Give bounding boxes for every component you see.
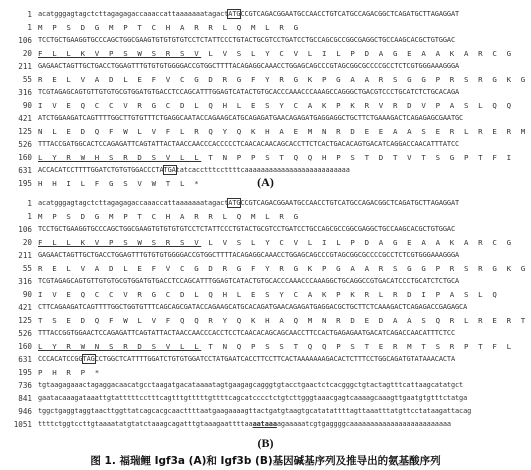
amino-acid-sequence xyxy=(38,210,301,223)
amino-acid-row xyxy=(0,314,531,327)
nucleotide-row xyxy=(0,392,531,405)
position-number: 125 xyxy=(18,127,32,136)
nucleotide-row xyxy=(0,112,531,125)
codon-box: ATG xyxy=(228,10,241,18)
amino-acid-row xyxy=(0,151,531,164)
codon-box: ATG xyxy=(228,199,241,207)
underlined-segment: L Y R W H S R D S V L L xyxy=(38,153,202,162)
sequence-segment: acatgggagtagctcttagagagaccaaaccattaaaaaaatagact xyxy=(38,199,229,207)
position-number: 211 xyxy=(18,251,32,260)
sequence-segment: T N P P S T Q Q H P S T D T V T S G P T F I xyxy=(201,153,514,162)
nucleotide-row xyxy=(0,197,531,210)
figure-caption: 图 1. 福瑞鲤 Igf3a (A)和 Igf3b (B)基因碱基序列及推导出的氨基酸序列 xyxy=(90,455,441,467)
sequence-segment: L V S L Y C V L I L P D A G E A A K A R C G xyxy=(201,49,514,58)
amino-acid-sequence xyxy=(38,47,514,60)
position-number: 90 xyxy=(22,101,32,110)
nucleotide-sequence xyxy=(38,405,471,418)
amino-acid-sequence xyxy=(38,21,301,34)
position-number: 526 xyxy=(18,140,32,149)
sequence-segment: I V E Q C C V R G C D L Q H L E S Y C A K P K R V R D V P A S L Q Q xyxy=(38,101,514,110)
nucleotide-row xyxy=(0,275,531,288)
amino-acid-sequence xyxy=(38,151,514,164)
sequence-segment: CCCACATCCGG xyxy=(38,355,83,363)
codon-box: TAG xyxy=(82,355,95,363)
position-number: 1 xyxy=(27,199,32,208)
amino-acid-sequence xyxy=(38,314,528,327)
position-number: 160 xyxy=(18,342,32,351)
nucleotide-sequence xyxy=(38,275,459,288)
position-number: 55 xyxy=(22,264,32,273)
position-number: 421 xyxy=(18,303,32,312)
nucleotide-sequence xyxy=(38,197,459,210)
sequence-segment: P H R P * xyxy=(38,368,102,377)
panel-label-b: (B) xyxy=(257,436,274,450)
sequence-segment: TCGTAGAGCAGTGTTGTGTGCGTGGATGTGACCTCCAGCATTTGGAGTCATACTGTGCACCCAAACCCAAAGGCTGCAGGCCGTGACATCCCTGCATCTCTGCA xyxy=(38,277,460,285)
nucleotide-row xyxy=(0,8,531,21)
nucleotide-sequence xyxy=(38,223,455,236)
amino-acid-sequence xyxy=(38,99,514,112)
amino-acid-row xyxy=(0,73,531,86)
nucleotide-sequence xyxy=(38,112,463,125)
nucleotide-row xyxy=(0,301,531,314)
sequence-segment: M P S D G M P T C H A R R L Q M L R G xyxy=(38,23,301,32)
nucleotide-row xyxy=(0,138,531,151)
nucleotide-sequence xyxy=(38,418,451,431)
nucleotide-row xyxy=(0,418,531,431)
amino-acid-sequence xyxy=(38,288,499,301)
nucleotide-sequence xyxy=(38,60,459,73)
sequence-segment: CCGTCAGACGGAATGCCAACCTGTCATGCCAGACGGCTCAGATGCTTAGAGGAT xyxy=(240,10,460,18)
sequence-segment: TTTACCGGTGGAACTCCAGAGATTCAGTATTACTAACCAACCCACCTCCTCAACACAGCAGCAACCTTCCACTGAGAGAATGACATCAGACCAACATTTCTCC xyxy=(38,329,455,337)
nucleotide-sequence xyxy=(38,392,467,405)
amino-acid-row xyxy=(0,21,531,34)
sequence-segment: ACCACATCCTTTTGGATCTGTGTGGACCCTA xyxy=(38,166,164,174)
panel-label-a: (A) xyxy=(257,175,274,189)
position-number: 106 xyxy=(18,36,32,45)
position-number: 106 xyxy=(18,225,32,234)
amino-acid-sequence xyxy=(38,73,528,86)
position-number: 211 xyxy=(18,62,32,71)
sequence-segment: R E L V A D L E F V C G D R G F Y R G K P G A A R S G G P R S R G K G xyxy=(38,264,528,273)
amino-acid-row xyxy=(0,47,531,60)
sequence-segment: agaaaaatcgtgaggggcaaaaaaaaaaaaaaaaaaaaaaaaa xyxy=(276,420,451,428)
nucleotide-row xyxy=(0,60,531,73)
nucleotide-sequence xyxy=(38,138,459,151)
nucleotide-row xyxy=(0,353,531,366)
sequence-segment: ttttctggtccttgtaaaatatgtatctaaagcagatttgtaaagaattttaa xyxy=(38,420,253,428)
nucleotide-row xyxy=(0,249,531,262)
position-number: 55 xyxy=(22,75,32,84)
amino-acid-row xyxy=(0,99,531,112)
sequence-segment: M P S D G M P T C H A R R L Q M L R G xyxy=(38,212,301,221)
amino-acid-row xyxy=(0,210,531,223)
sequence-segment: TTTACCGATGGCACTCCAGAGATTCAGTATTACTAACCAACCCACCCCCTCAACACAACAGCACCTTCTCACTGACACAGTGACATCAGGACCAACATTTATCC xyxy=(38,140,460,148)
underlined-segment: L Y R W N S R D S V L L xyxy=(38,342,202,351)
nucleotide-sequence xyxy=(38,249,459,262)
sequence-segment: acatgggagtagctcttagagagaccaaaccattaaaaaaatagact xyxy=(38,10,229,18)
sequence-segment: TCCTGCTGAAGGTGCCCAGCTGGCGAAGTGTGTGTGTCCTCTATTCCCTGTACTGCGTCCTGATCCTGCCAGCGCCGGCGAGGCTGCCAAGCACGCTGTGGAC xyxy=(38,36,455,44)
nucleotide-sequence xyxy=(38,34,455,47)
sequence-segment: L V S L Y C V L I L P D A G E A A K A R C G xyxy=(201,238,514,247)
position-number: 160 xyxy=(18,153,32,162)
sequence-panel-a xyxy=(0,8,531,190)
sequence-segment: T N Q P S S T Q Q P S T E R M T S R P T F L xyxy=(201,342,514,351)
amino-acid-sequence xyxy=(38,236,514,249)
amino-acid-row xyxy=(0,340,531,353)
sequence-segment: T S E D Q F W L V F Q Q R Y Q K H A Q M N R D E D A A S Q R L R E R T xyxy=(38,316,528,325)
sequence-segment: CCTGGCTCATTTTGGATCTGTGTGGATCCTATGAATCACCTTCCTTCACTAAAAAAAGACACTCTTTCCTGGCAGATGTATAAACACTA xyxy=(94,355,456,363)
nucleotide-sequence xyxy=(38,8,459,21)
sequence-segment: I V E Q C C V R G C D L Q H L E S Y C A K P K R L R D I P A S L Q xyxy=(38,290,500,299)
sequence-segment: TCCTGCTGAAGGTGCCCAGCTGGCGAAGTGTGTGTGTCCTCTATTCCCTGTACTGCGTCCTGATCCTGCCAGCGCCGGCGAGGCTGCCAAGCACGCTGTGGAC xyxy=(38,225,455,233)
nucleotide-row xyxy=(0,405,531,418)
sequence-segment: tatcacctttccttttcaaaaaaaaaaaaaaaaaaaaaaaaaa xyxy=(175,166,350,174)
codon-box: TGA xyxy=(163,166,176,174)
position-number: 1 xyxy=(27,10,32,19)
position-number: 20 xyxy=(22,238,32,247)
nucleotide-sequence xyxy=(38,327,455,340)
position-number: 631 xyxy=(18,166,32,175)
nucleotide-row xyxy=(0,86,531,99)
position-number: 1 xyxy=(27,212,32,221)
amino-acid-sequence xyxy=(38,125,528,138)
sequence-segment: ATCTGGAAGATCAGTTTTGGCTTGTGTTTCTGAGGCAATACCAGAAGCATGCAGAGATGAACAGAGATGAGGAGGCTGCTTCTGAAAGACTCAGAGAGCGAATGC xyxy=(38,114,464,122)
sequence-segment: CTTCAGAAGATCAGTTTTGGCTGGTGTTTCAGCAGCGATACCAGAAGCATGCACAGATGAACAGAGATGAGGACGCTGCTTCTCAAAGACTCAGAGACCGAGAGCA xyxy=(38,303,468,311)
nucleotide-sequence xyxy=(38,379,463,392)
sequence-segment: N L E D Q F W L V F L R Q Y Q K H A E M N R D E E A A S E R L R E R M xyxy=(38,127,528,136)
nucleotide-row xyxy=(0,223,531,236)
underlined-segment: F L L K V P S W S R S V xyxy=(38,238,202,247)
position-number: 316 xyxy=(18,88,32,97)
position-number: 421 xyxy=(18,114,32,123)
nucleotide-row xyxy=(0,327,531,340)
position-number: 736 xyxy=(18,381,32,390)
sequence-segment: R E L V A D L E F V C G D R G F Y R G K P G A A R S G G P R S R G K G xyxy=(38,75,528,84)
nucleotide-sequence xyxy=(38,353,455,366)
position-number: 526 xyxy=(18,329,32,338)
sequence-segment: H H I L F G S V W T L * xyxy=(38,179,202,188)
amino-acid-row xyxy=(0,236,531,249)
position-number: 90 xyxy=(22,290,32,299)
position-number: 195 xyxy=(18,179,32,188)
position-number: 20 xyxy=(22,49,32,58)
position-number: 125 xyxy=(18,316,32,325)
sequence-segment: gaatacaaagataaattgtatttttcctttcagtttgtttttgttttcagcatcccctctgtcttgggtaaacgagtcaaaagcaaagttgaatgtgtttctatga xyxy=(38,394,468,402)
sequence-segment: tgtaagagaaactagaggacaacatgcctaagatgacataaaatagtgaagagcagggtgtacctgaactctcacgggctgtactagtttcattaagcatatgct xyxy=(38,381,464,389)
position-number: 946 xyxy=(18,407,32,416)
amino-acid-row xyxy=(0,262,531,275)
sequence-panel-b xyxy=(0,197,531,431)
position-number: 195 xyxy=(18,368,32,377)
underlined-segment: F L L K V P S W S R S V xyxy=(38,49,202,58)
nucleotide-row xyxy=(0,34,531,47)
position-number: 841 xyxy=(18,394,32,403)
sequence-segment: CCGTCAGACGGAATGCCAACCTGTCATGCCAGACGGCTCAGATGCTTAGAGGAT xyxy=(240,199,460,207)
nucleotide-sequence xyxy=(38,301,467,314)
nucleotide-row xyxy=(0,379,531,392)
amino-acid-sequence xyxy=(38,340,514,353)
amino-acid-row xyxy=(0,288,531,301)
amino-acid-sequence xyxy=(38,366,102,379)
polyadenylation-signal: aataaa xyxy=(252,420,277,428)
amino-acid-row xyxy=(0,125,531,138)
sequence-segment: GAGAACTAGTTGCTGACCTGGAGTTTGTGTGTGGGGACCGTGGCTTTTACAGAGGCAAACCTGGAGCAGCCCGTAGCGGCGCCCCGCCTCTCGTGGGAAAGGGA xyxy=(38,62,460,70)
position-number: 631 xyxy=(18,355,32,364)
position-number: 1 xyxy=(27,23,32,32)
amino-acid-row xyxy=(0,366,531,379)
position-number: 316 xyxy=(18,277,32,286)
nucleotide-sequence xyxy=(38,86,459,99)
sequence-segment: tggctgaggtaggtaacttggttatcagcacgcaacttttaatgaagaaaagttactgatgtaagtgcatatattttagttaaatttatgttcctataagattacag xyxy=(38,407,472,415)
amino-acid-sequence xyxy=(38,262,528,275)
sequence-segment: GAGAACTAGTTGCTGACCTGGAGTTTGTGTGTGGGGACCGTGGCTTTTACAGAGGCAAACCTGGAGCAGCCCGTAGCGGCGCCCCGCCTCTCGTGGGAAAGGGA xyxy=(38,251,460,259)
sequence-segment: TCGTAGAGCAGTGTTGTGTGCGTGGATGTGACCTCCAGCATTTGGAGTCATACTGTGCACCCAAACCCAAAGCCAGGGCTGACGTCCCTGCATCTCTGCACAGA xyxy=(38,88,460,96)
position-number: 1051 xyxy=(13,420,32,429)
